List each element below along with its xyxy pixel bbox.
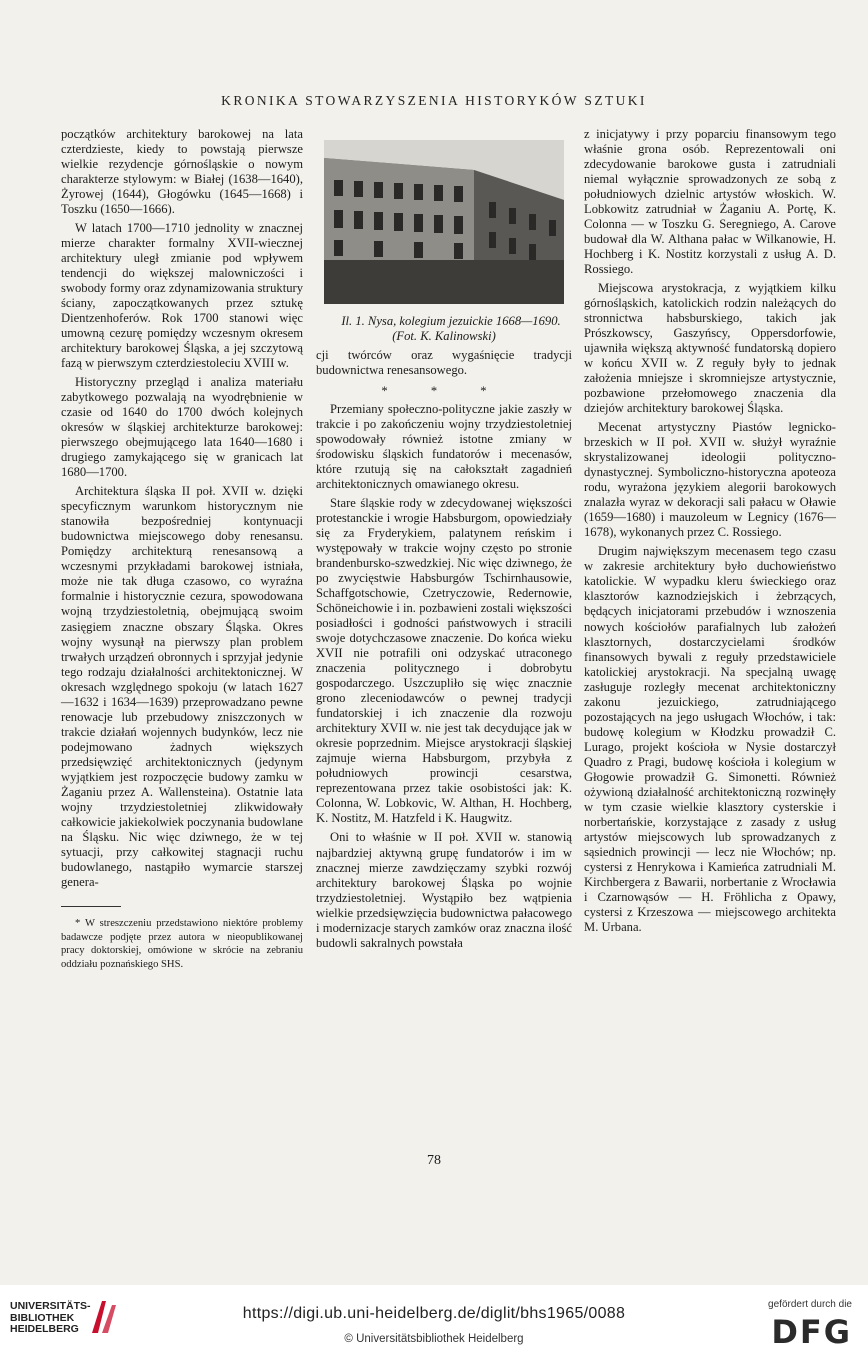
library-name-line: BIBLIOTHEK: [10, 1311, 75, 1324]
paragraph: Miejscowa arystokracja, z wyjątkiem kilku górnośląskich, katolickich rodzin należących do stronnictwa habsburskiego, takich jak Prószkowscy, Gaszyńscy, Oppersdorfowie, ujawniła większą aktywność fundatorską dopiero w końcu XVII w. Z reguły były to jednak założenia mniejsze i skromniejsze artystycznie, pozbawione przełomowego znaczenia dla dziejów architektury barokowej Śląska.: [584, 281, 836, 416]
section-asterisks: * * *: [381, 384, 507, 399]
paragraph: Drugim największym mecenasem tego czasu w zakresie architektury było duchowieństwo katolickie. W wypadku kleru świeckiego oraz klasztorów kaznodziejskich i żebrzących, będących inicjatorami przebudów i wznoszenia nowych kościołów parafialnych lub założeń klasztornych, dostarczycielami środków finansowych bywali z reguły przedstawiciele katolickiej arystokracji. Na specjalną uwagę zasługuje rozległy mecenat architektoniczny zakonu jezuickiego, zatrudniającego pozostających na jego usługach Włochów, i tak: budowę kolegium w Kłodzku prowadził C. Lurago, projekt kościoła w Nysie dostarczył Quadro z Pragi, budowę kościoła i kolegium w Głogowie prowadził G. Simonetti. Również ożywioną działalność architektoniczną rozwinęły w tym czasie wielkie klasztory cysterskie i norbertańskie, korzystające z zasady z usług artystów miejscowych lub sprowadzanych z sąsiednich prowincji — lecz nie Włochów; np. cystersi z Henrykowa i Kamieńca zatrudniali M. Kirchbergera z Bawarii, norbertanie z Wrocławia i Czarnowąsów — H. Fröhlicha z Opawy, cystersi z Krzeszowa — miejscowego architekta M. Urbana.: [584, 544, 836, 934]
figure-caption: Il. 1. Nysa, kolegium jezuickie 1668—1690. (Fot. K. Kalinowski): [341, 314, 561, 343]
paragraph: początków architektury barokowej na lata czterdzieste, kiedy to powstają pierwsze wielkie rezydencje górnośląskie o nowym charakterze stylowym: w Białej (1638—1640), Żyrowej (1644), Głogówku (1645—1668) i Toszku (1650—1666).: [61, 127, 303, 217]
column-right: [584, 127, 836, 939]
paragraph: Historyczny przegląd i analiza materiału zabytkowego pozwalają na wyodrębnienie w czasie od 1640 do 1700 dwóch kolejnych okresów w śląskiej architekturze barokowej: pierwszego obejmującego lata 1640—1680 i drugiego zamykającego się w granicach lat 1680—1700.: [61, 375, 303, 480]
footnote-rule: [61, 906, 121, 907]
column-middle: [316, 140, 572, 955]
paragraph: z inicjatywy i przy poparciu finansowym tego właśnie grona osób. Reprezentowali oni zdecydowanie barokowe gusta i zatrudniali niemal wyłącznie sprowadzonych ze sobą z południowych dzielnic artystów włoskich. W. Lobkowitz zatrudniał w Żaganiu A. Portę, K. Colonna — w Toszku G. Seregniego, A. Carove budował dla W. Althana pałac w Wilkanowie, H. Hochberg i K. Nostitz korzystali z usług A. D. Rossiego.: [584, 127, 836, 277]
footnote: * W streszczeniu przedstawiono niektóre problemy badawcze podjęte przez autora w nieopublikowanej pracy doktorskiej, omówione w skrócie na zebraniu oddziału poznańskiego SHS.: [61, 917, 303, 971]
dfg-logo[interactable]: DFG: [771, 1313, 852, 1351]
paragraph: W latach 1700—1710 jednolity w znacznej mierze charakter formalny XVII-wiecznej architektury uległ zmianie pod wpływem tendencji do większej malowniczości i swobody formy oraz zdynamizowania struktury ściany, zapoczątkowanych przez sztukę Dientzenhoferów. Rok 1700 stanowi więc umowną cezurę pomiędzy wczesnym okresem architektury barokowej Śląska, a jej szczytową fazą w pierwszym czterdziestoleciu XVIII w.: [61, 221, 303, 371]
column-left: [61, 127, 303, 976]
library-name-line: UNIVERSITÄTS-: [10, 1300, 91, 1312]
paragraph: Mecenat artystyczny Piastów legnicko-brzeskich w II poł. XVII w. służył wyraźnie skrystalizowanej ideologii polityczno-dynastycznej. Symboliczno-historyczna apoteoza rodu, wyrażona językiem alegorii barokowych znalazła wyraz w dekoracji sali pałacu w Oławie (1659—1680) i mauzoleum w Legnicy (1676—1678), wykonanych przez C. Rossiego.: [584, 420, 836, 540]
permalink-url[interactable]: https://digi.ub.uni-heidelberg.de/diglit/bhs1965/0088: [242, 1305, 626, 1322]
page-number: 78: [427, 1153, 441, 1168]
paragraph: Oni to właśnie w II poł. XVII w. stanowią najbardziej aktywną grupę fundatorów i im w znacznej mierze zawdzięczamy szybki rozwój architektury barokowej Śląska po wojnie trzydziestoletniej. Wystąpiło bez wątpienia wielkie przedsięwzięcia budownictwa pałacowego i modernizacje starych zamków oraz znaczna ilość budowli sakralnych powstała: [316, 830, 572, 950]
paragraph: Przemiany społeczno-polityczne jakie zaszły w trakcie i po zakończeniu wojny trzydziestoletniej spowodowały również istotne zmiany w środowisku śląskich fundatorów i mecenasów, które rzutują się na całokształt zagadnień architektonicznych omawianego okresu.: [316, 402, 572, 492]
paragraph: Stare śląskie rody w zdecydowanej większości protestanckie i wrogie Habsburgom, opowiedziały się za Fryderykiem, palatynem reńskim i występowały w trakcie wojny często po stronie brandenbursko-szwedzkiej. Nic więc dziwnego, że po zwycięstwie Habsburgów Tschirnhausowie, Schaffgotschowie, Czetryczowie, Redernowie, Schöneichowie i in. pozbawieni zostali większości posiadłości i godności państwowych i stracili swoje dotychczasowe znaczenie. Do końca wieku XVII nie potrafili oni odzyskać utraconego znaczenia politycznego i dobrobytu gospodarczego. Uszczupliło się więc znacznie grono zleceniodawców o pewnej tradycji fundatorskiej i ich znaczenie dla rozwoju architektury XVII w. nie jest tak decydujące jak w okresie poprzednim. Miejsce arystokracji śląskiej zajmuje wierna Habsburgom, przybyła z południowych prowincji cesarstwa, reprezentowana przez takie osobistości jak: K. Colonna, W. Lobkovic, W. Althan, H. Hochberg, K. Nostitz, M. Hatzfeld i K. Haugwitz.: [316, 496, 572, 826]
building-photo: [324, 140, 564, 304]
funding-label: gefördert durch die: [768, 1299, 852, 1310]
paragraph: cji twórców oraz wygaśnięcie tradycji budownictwa renesansowego.: [316, 348, 572, 378]
copyright-text: © Universitätsbibliothek Heidelberg: [344, 1333, 524, 1345]
running-header: KRONIKA STOWARZYSZENIA HISTORYKÓW SZTUKI: [221, 93, 647, 108]
footer-bar: [0, 1285, 868, 1358]
paragraph: Architektura śląska II poł. XVII w. dzięki specyficznym warunkom historycznym nie stanowiła bezpośredniej kontynuacji budownictwa miejscowego doby renesansu. Pomiędzy architekturą renesansową a wczesnymi przykładami barokowej istniała, może nie tak długa czasowo, co wyraźna formalnie i historycznie cezura, spowodowana wojną trzydziestoletnią, obejmującą swoim zasięgiem znaczne obszary Śląska. Okres wojny wysunął na pierwszy plan problem trwałych urządzeń obronnych i sprzyjał jedynie tego rodzaju działalności architektonicznej. W okresach względnego spokoju (w latach 1627—1632 i 1634—1639) przeprowadzano pewne renowacje lub przebudowy zniszczonych w trakcie działań wojennych budynków, lecz nie podejmowano żadnych większych przedsięwzięć architektonicznych (jedynym wyjątkiem jest rozpoczęcie budowy zamku w Żaganiu przez A. Wallensteina). Ostatnie lata wojny trzydziestoletniej zlikwidowały całkowicie jakiekolwiek poczynania budowlane na Śląsku. Nic więc dziwnego, że w tej sytuacji, przy całkowitej stagnacji ruchu budowlanego, nastąpiło wymarcie starszej genera-: [61, 484, 303, 889]
library-name-line: HEIDELBERG: [10, 1323, 79, 1335]
